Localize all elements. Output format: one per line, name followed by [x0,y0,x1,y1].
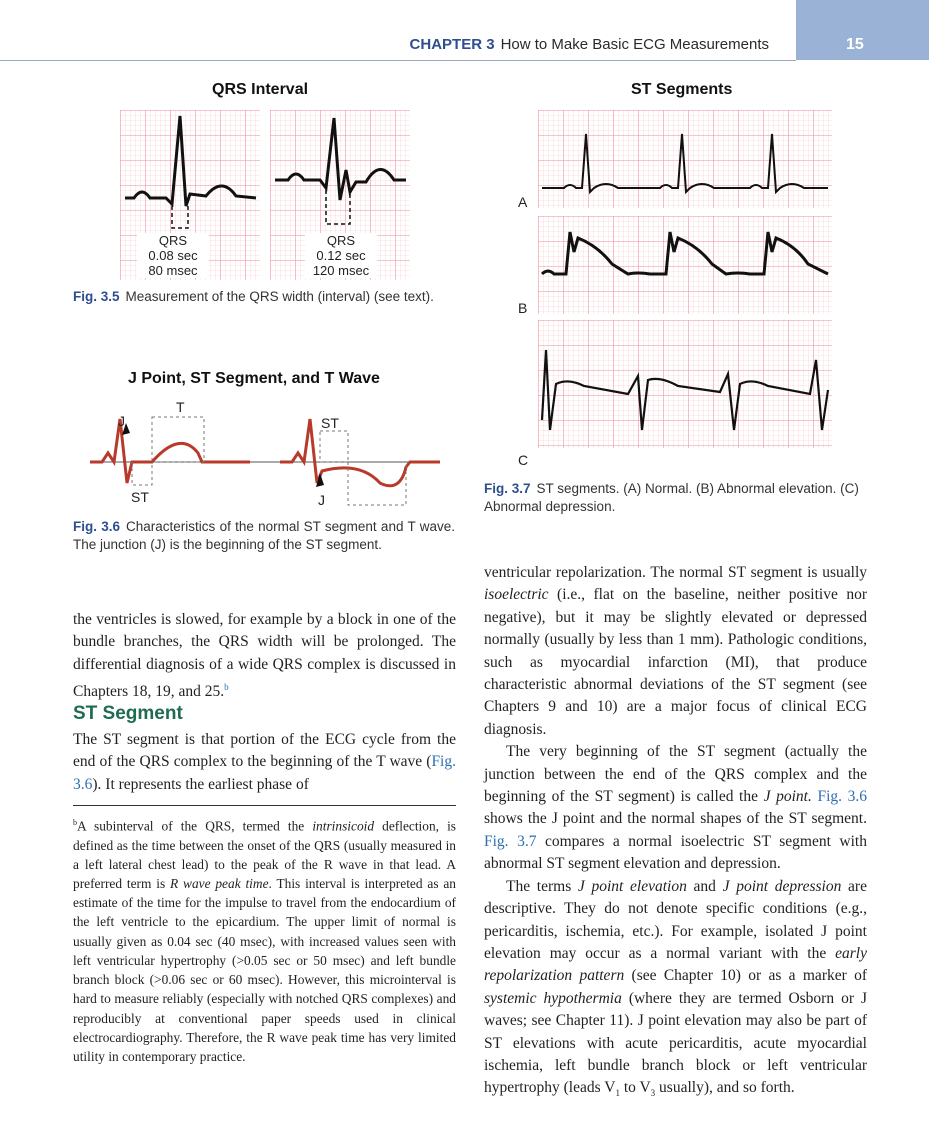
fig35-caption [73,288,455,306]
right-para-3-term-4: systemic hypothermia [484,989,622,1007]
right-para-3-text-b: and [686,877,723,895]
right-para-3 [484,876,867,1105]
qrs-label-left-line2: 0.08 sec [148,248,198,263]
qrs-label-left-line3: 80 msec [148,263,198,278]
footnote-text-b: deflection, is defined as the time between the onset of the QRS (usually measured in a left lateral chest lead) to the peak of the R wave in that lead. A preferred term is [73,818,457,892]
st-segment-ecg-b [538,216,832,314]
header-rule [0,60,796,61]
right-para-1-text-b: (i.e., flat on the baseline, neither positive nor negative), but it may be slightly elevated or depressed normally (usually by less than 1 mm). Pathologic conditions, such as myocardial infarction (MI), that produce characteristic abnormal deviations of the ST segment (see Chapters 9 and 10) are a major focus of clinical ECG diagnosis. [484,586,867,738]
fig37-panel-c-label: C [518,452,529,468]
fig37-title: ST Segments [631,81,733,98]
fig36-title: J Point, ST Segment, and T Wave [128,370,380,387]
qrs-label-right-line2: 0.12 sec [316,248,366,263]
footnote-ref-b[interactable]: b [224,682,229,693]
qrs-label-left-line1: QRS [158,233,188,248]
qrs-label-left [137,233,209,278]
right-para-1-isoelectric: isoelectric [484,586,549,604]
page-number: 15 [846,36,864,53]
right-para-3-text-e: (where they are termed Osborn or J waves; see Chapter 11). J point elevation may also be part of ST elevations with acute pericarditis, acute myocardial ischemia, left bundle branch block or left ventricular hypertrophy (leads V [484,989,867,1097]
lead-sub-3: 3 [650,1088,656,1099]
right-column [484,562,867,1105]
fig37-link[interactable]: Fig. 3.7 [484,832,537,850]
st-segment-ecg-c [538,320,832,448]
right-para-3-term-2: J point depression [722,877,842,895]
fig37-caption-label: Fig. 3.7 [484,481,531,496]
right-para-2-text-b: shows the J point and the normal shapes of the ST segment. [484,810,867,828]
chapter-label: CHAPTER 3 [409,36,495,53]
fig36-caption-text: Characteristics of the normal ST segment and T wave. The junction (J) is the beginning of the ST segment. [73,519,456,552]
fig36-j-label-top: J [118,413,125,429]
fig35-title: QRS Interval [212,81,309,98]
qrs-label-right-line3: 120 msec [312,263,370,278]
right-para-2-text-a: The very beginning of the ST segment (actually the junction between the end of the QRS complex and the beginning of the ST segment) is called the [484,743,867,806]
chapter-title: How to Make Basic ECG Measurements [500,36,769,53]
fig37-panel-b-label: B [518,300,528,316]
right-para-2-jpoint: J point. [763,788,812,806]
left-para-1-text: the ventricles is slowed, for example by a block in one of the bundle branches, the QRS width will be prolonged. The differential diagnosis of a wide QRS complex is discussed in Chapters 18, 19, and 25. [73,611,456,701]
fig35-caption-label: Fig. 3.5 [73,289,120,304]
fig36-link[interactable]: Fig. 3.6 [73,753,456,793]
footnote-rule [73,805,456,806]
right-para-1-text-a: ventricular repolarization. The normal ST segment is usually [484,564,867,581]
fig36-t-label: T [176,399,185,415]
fig37-caption-text: ST segments. (A) Normal. (B) Abnormal elevation. (C) Abnormal depression. [484,481,859,514]
left-para-1 [73,609,456,704]
right-para-3-text-a: The terms [506,877,578,895]
footnote [73,813,456,1066]
right-para-3-term-3: early repolarization pattern [484,944,867,985]
left-para-2 [73,729,456,796]
right-para-1 [484,562,867,741]
right-para-3-text-c: are descriptive. They do not denote specific conditions (e.g., pericarditis, ischemia, etc.). For example, isolated J point elevation may occur as a normal variant with the [484,877,867,962]
right-para-2 [484,741,867,875]
right-para-3-text-d: (see Chapter 10) or as a marker of [624,967,868,985]
fig36-st-label-bottom: ST [131,489,149,505]
fig36-st-label-top: ST [321,415,339,431]
fig36-link-2[interactable]: Fig. 3.6 [817,788,867,806]
right-para-2-text-c: compares a normal isoelectric ST segment with abnormal ST segment elevation and depression. [484,832,867,873]
fig36-j-label-bottom: J [318,492,325,508]
fig36-caption-label: Fig. 3.6 [73,519,121,534]
left-para-2-text-b: ). It represents the earliest phase of [92,775,309,793]
fig36-caption [73,518,455,554]
fig37-panel-a-label: A [518,194,528,210]
fig35-caption-text: Measurement of the QRS width (interval) (see text). [125,289,434,304]
st-segment-heading: ST Segment [73,703,183,724]
qrs-label-right [305,233,377,278]
left-para-2-text-a: The ST segment is that portion of the ECG cycle from the end of the QRS complex to the beginning of the T wave ( [73,731,456,771]
footnote-text-a: A subinterval of the QRS, termed the [77,818,313,834]
running-header [410,36,769,53]
footnote-text-c: . This interval is interpreted as an estimate of the time for the impulse to travel from the endocardium of the left ventricle to the epicardium. The upper limit of normal is usually given as 0.04 sec (40 msec), with increased values seen with left ventricular hypertrophy (>0.05 sec or 50 msec) and left bundle branch block (>0.06 sec or 60 msec). However, this microinterval is hard to measure reliably (especially with notched QRS complexes) and reproducibly at conventional paper speeds used in clinical electrocardiography. Therefore, the R wave peak time has very limited utility in contemporary practice. [73,876,456,1064]
right-para-3-text-f: to V [619,1079,651,1097]
fig37-caption [484,480,867,516]
qrs-label-right-line1: QRS [326,233,356,248]
footnote-term-intrinsicoid: intrinsicoid [312,818,375,834]
lead-sub-1: 1 [615,1088,620,1099]
footnote-term-r-wave: R wave peak time [170,876,269,892]
right-para-3-term-1: J point elevation [577,877,687,895]
footnote-mark: b [73,818,77,827]
st-segment-ecg-a [538,110,832,208]
right-para-3-text-g: usually), and so forth. [655,1079,795,1097]
